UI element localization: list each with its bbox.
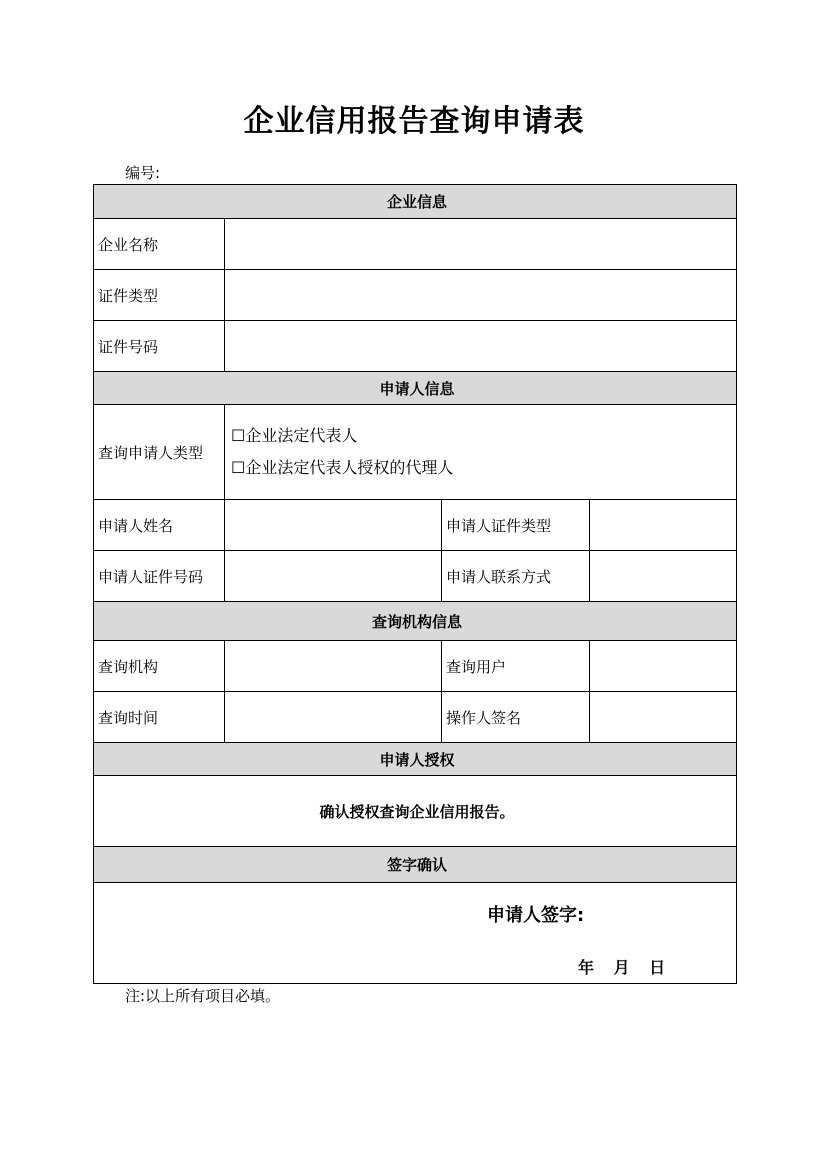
operator-signature-label: 操作人签名 bbox=[442, 692, 590, 743]
query-institution-field[interactable] bbox=[225, 641, 442, 692]
enterprise-name-field[interactable] bbox=[225, 219, 737, 270]
section-authorization: 申请人授权 bbox=[94, 743, 737, 776]
query-time-label: 查询时间 bbox=[94, 692, 225, 743]
signature-area[interactable] bbox=[94, 883, 737, 984]
applicant-id-type-label: 申请人证件类型 bbox=[442, 500, 590, 551]
applicant-signature-label: 申请人签字: bbox=[487, 905, 585, 926]
applicant-name-field[interactable] bbox=[225, 500, 442, 551]
enterprise-id-number-label: 证件号码 bbox=[94, 321, 225, 372]
section-signature: 签字确认 bbox=[94, 847, 737, 883]
signature-date: 年 月 日 bbox=[578, 958, 666, 977]
applicant-contact-label: 申请人联系方式 bbox=[442, 551, 590, 602]
operator-signature-field[interactable] bbox=[590, 692, 737, 743]
enterprise-id-type-label: 证件类型 bbox=[94, 270, 225, 321]
applicant-id-number-label: 申请人证件号码 bbox=[94, 551, 225, 602]
page-title: 企业信用报告查询申请表 bbox=[243, 104, 585, 139]
option-legal-representative[interactable]: ☐企业法定代表人 bbox=[231, 426, 358, 445]
application-form bbox=[93, 184, 737, 984]
enterprise-id-number-field[interactable] bbox=[225, 321, 737, 372]
applicant-name-label: 申请人姓名 bbox=[94, 500, 225, 551]
option-authorized-agent[interactable]: ☐企业法定代表人授权的代理人 bbox=[231, 458, 454, 477]
section-enterprise-info: 企业信息 bbox=[94, 185, 737, 219]
query-time-field[interactable] bbox=[225, 692, 442, 743]
authorization-statement: 确认授权查询企业信用报告。 bbox=[94, 776, 737, 847]
applicant-id-type-field[interactable] bbox=[590, 500, 737, 551]
query-institution-label: 查询机构 bbox=[94, 641, 225, 692]
footnote: 注:以上所有项目必填。 bbox=[125, 987, 281, 1005]
query-user-field[interactable] bbox=[590, 641, 737, 692]
section-applicant-info: 申请人信息 bbox=[94, 372, 737, 405]
query-user-label: 查询用户 bbox=[442, 641, 590, 692]
applicant-contact-field[interactable] bbox=[590, 551, 737, 602]
enterprise-id-type-field[interactable] bbox=[225, 270, 737, 321]
enterprise-name-label: 企业名称 bbox=[94, 219, 225, 270]
serial-number-label: 编号: bbox=[125, 164, 161, 182]
applicant-id-number-field[interactable] bbox=[225, 551, 442, 602]
applicant-type-label: 查询申请人类型 bbox=[94, 405, 225, 500]
applicant-type-options bbox=[225, 405, 737, 500]
section-institution-info: 查询机构信息 bbox=[94, 602, 737, 641]
